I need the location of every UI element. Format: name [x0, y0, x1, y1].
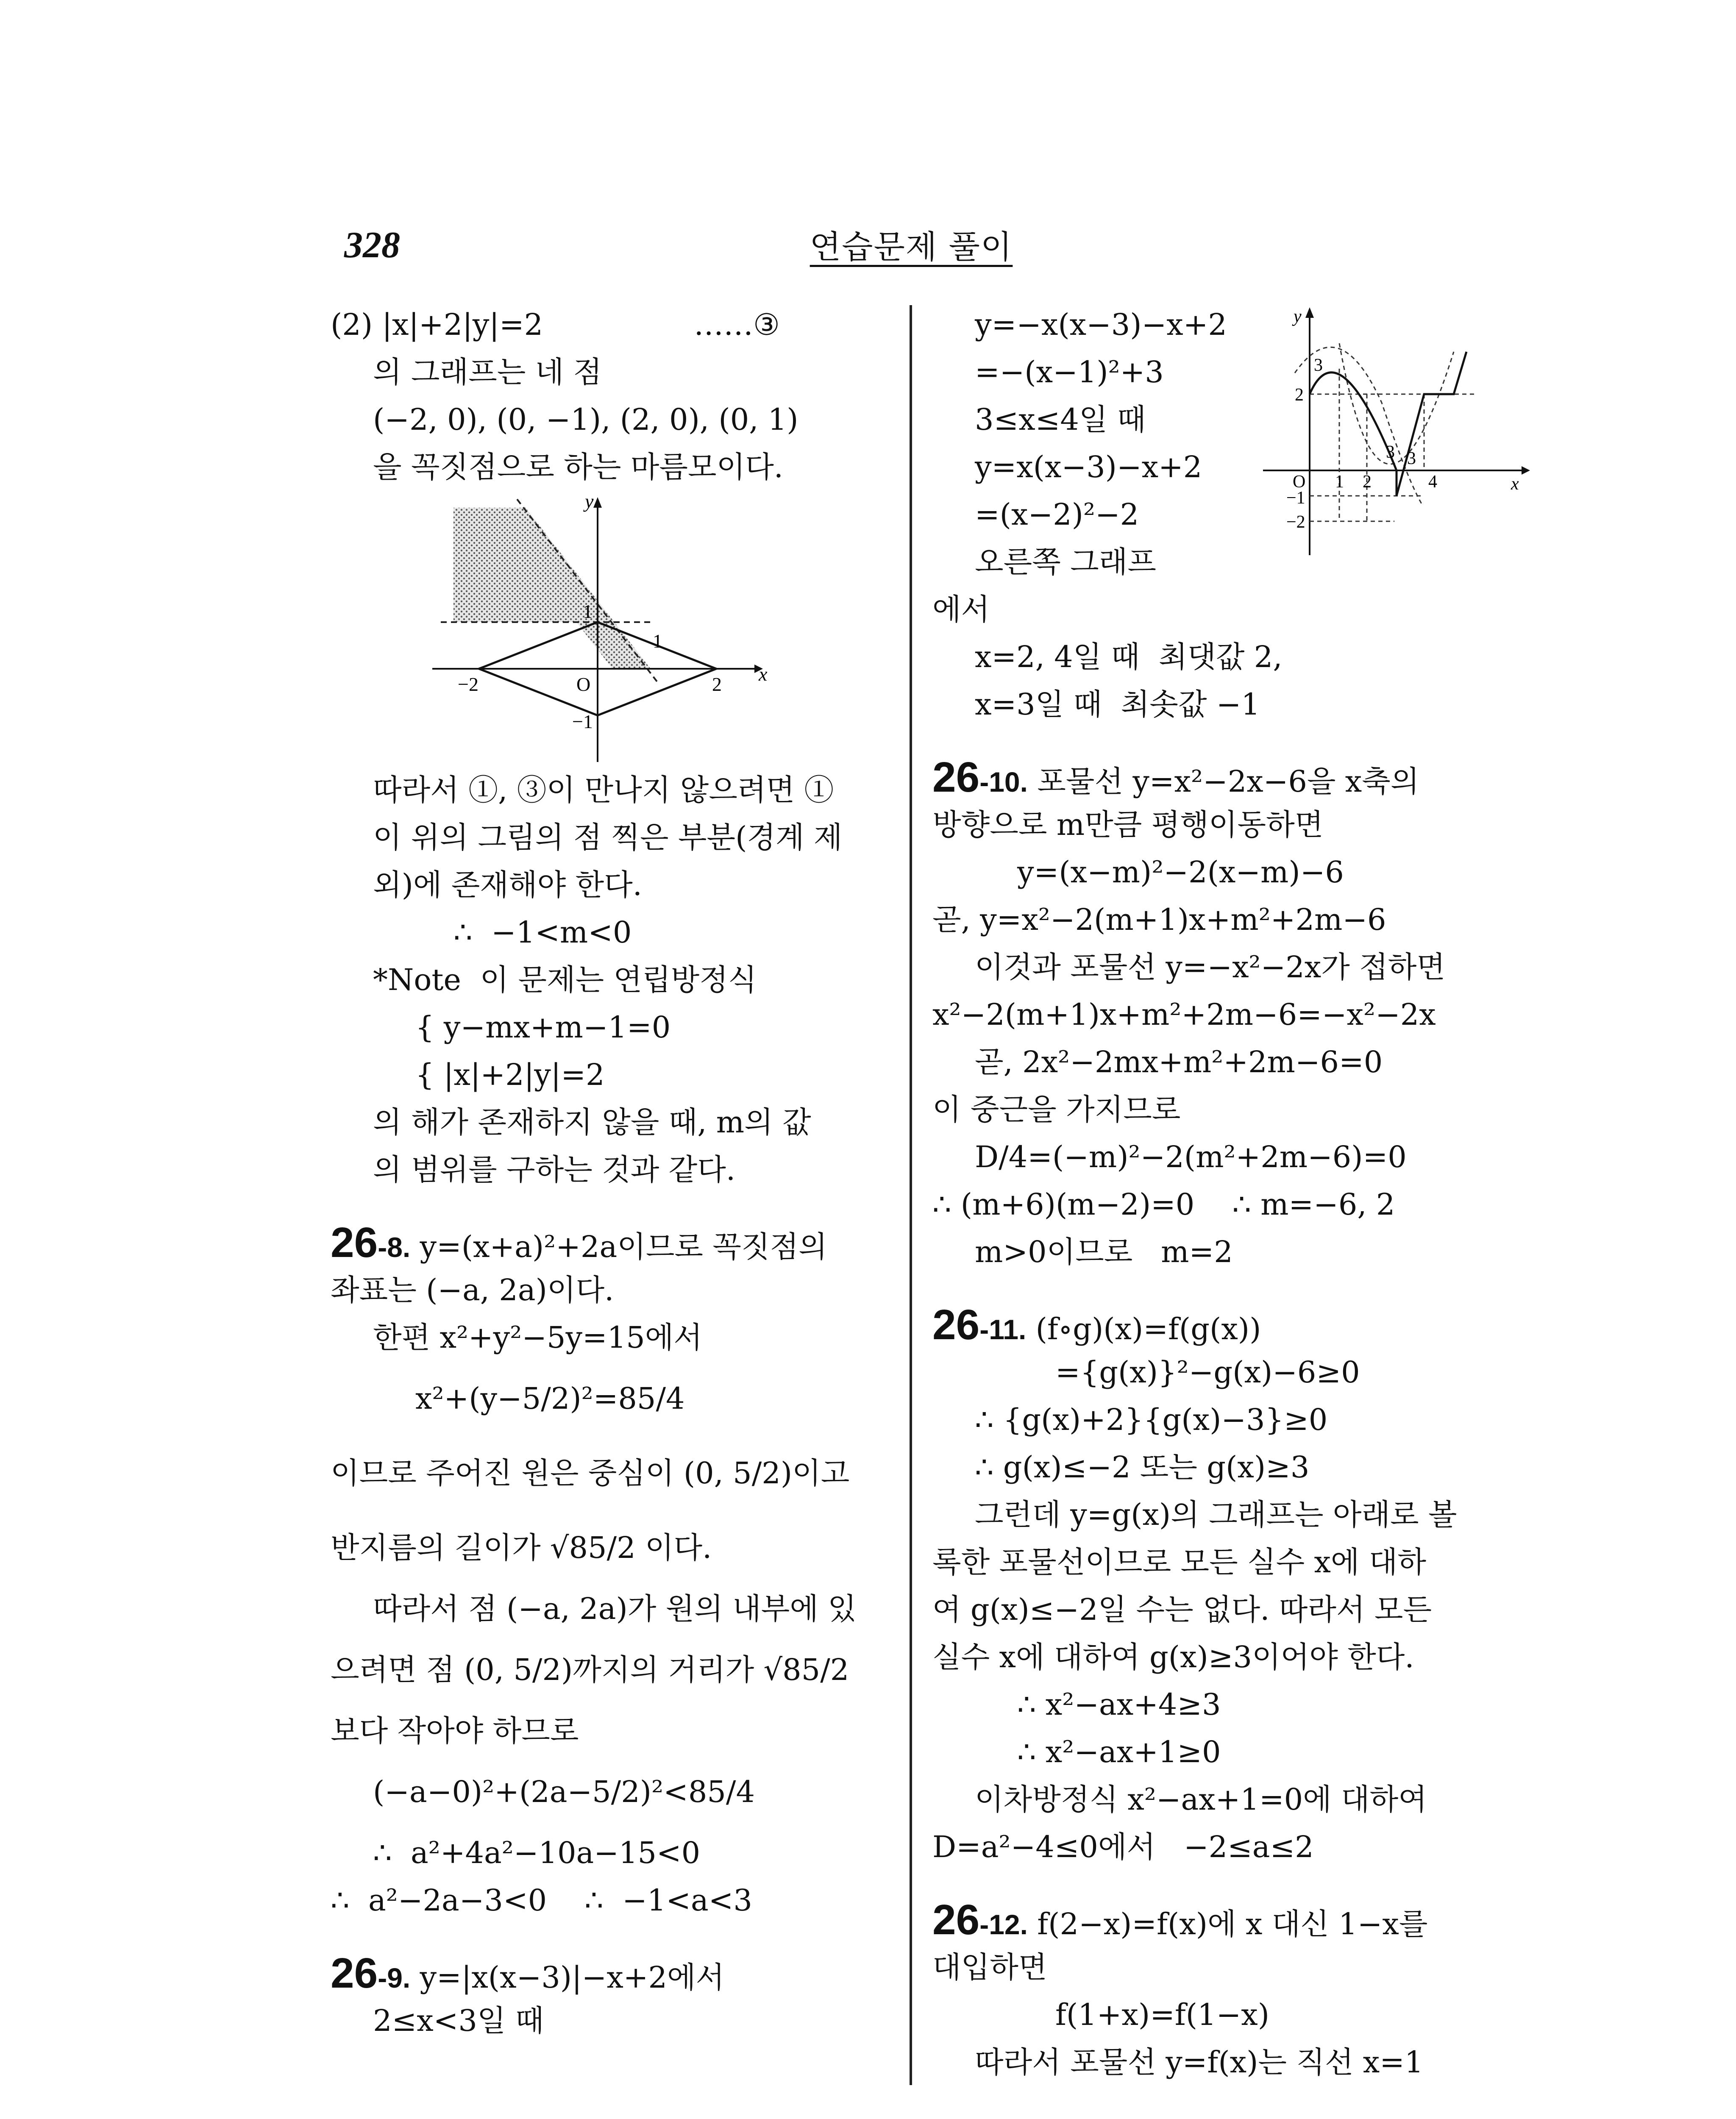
- text-line: 이차방정식 x²−ax+1=0에 대하여: [975, 1782, 1427, 1817]
- equation-line: { |x|+2|y|=2: [415, 1057, 605, 1092]
- text-line: x=3일 때 최솟값 −1: [975, 687, 1260, 722]
- page-title: 연습문제 풀이: [810, 228, 1013, 266]
- text-line: (−2, 0), (0, −1), (2, 0), (0, 1): [373, 402, 798, 437]
- rhombus-region-figure: [331, 491, 894, 766]
- equation-line: ∴ {g(x)+2}{g(x)−3}≥0: [975, 1402, 1328, 1437]
- text-line: 록한 포물선이므로 모든 실수 x에 대하: [932, 1545, 1427, 1580]
- problem-number: 26-8.: [331, 1219, 411, 1266]
- tick-label: 2: [1295, 385, 1304, 405]
- tick-label: 1: [653, 630, 662, 652]
- equation-line: ∴ (m+6)(m−2)=0 ∴ m=−6, 2: [932, 1187, 1395, 1222]
- problem-26-10-first-line: 26-10. 포물선 y=x²−2x−6을 x축의: [932, 754, 1419, 801]
- x-axis-arrow: [1522, 466, 1530, 475]
- equation-line: D=a²−4≤0에서 −2≤a≤2: [932, 1830, 1314, 1864]
- x-axis-label: x: [759, 663, 768, 685]
- text-line: 한편 x²+y²−5y=15에서: [373, 1320, 702, 1355]
- text-line: 의 범위를 구하는 것과 같다.: [373, 1152, 736, 1187]
- tick-label: 3: [1407, 449, 1416, 468]
- text-line: 여 g(x)≤−2일 수는 없다. 따라서 모든: [932, 1592, 1432, 1627]
- left-column: [331, 301, 894, 2044]
- y-axis-arrow: [593, 497, 602, 508]
- text-line: 3≤x≤4일 때: [975, 402, 1146, 437]
- y-axis-label: y: [585, 491, 594, 512]
- note-line: *Note 이 문제는 연립방정식: [373, 962, 757, 997]
- y-axis-label: y: [1294, 307, 1302, 326]
- text-line: 을 꼭짓점으로 하는 마름모이다.: [373, 450, 784, 484]
- tick-label: 3: [1314, 356, 1323, 375]
- tick-label: −2: [458, 673, 479, 695]
- tick-label: 3: [1386, 442, 1395, 462]
- problem-26-12-first-line: 26-12. f(2−x)=f(x)에 x 대신 1−x를: [932, 1896, 1428, 1944]
- text-line: 좌표는 (−a, 2a)이다.: [331, 1273, 614, 1307]
- problem-26-8-first-line: 26-8. y=(x+a)²+2a이므로 꼭짓점의: [331, 1219, 827, 1266]
- problem-number: 26-12.: [932, 1896, 1028, 1944]
- y-axis-arrow: [1305, 307, 1314, 318]
- equation-line: y=(x−m)²−2(x−m)−6: [1017, 855, 1344, 890]
- origin-label: O: [576, 673, 591, 695]
- text-line: 따라서 ①, ③이 만나지 않으려면 ①: [373, 773, 834, 807]
- text-line: 오른쪽 그래프: [975, 545, 1156, 579]
- equation-line: ={g(x)}²−g(x)−6≥0: [1055, 1355, 1360, 1390]
- text-line: 보다 작아야 하므로: [331, 1713, 579, 1748]
- text-line: 실수 x에 대하여 g(x)≥3이어야 한다.: [932, 1640, 1414, 1674]
- equation-line: x²−2(m+1)x+m²+2m−6=−x²−2x: [932, 997, 1436, 1032]
- text-line: 따라서 포물선 y=f(x)는 직선 x=1: [975, 2045, 1424, 2080]
- text-line: 이것과 포물선 y=−x²−2x가 접하면: [975, 950, 1446, 984]
- text-line: 2≤x<3일 때: [373, 2003, 544, 2038]
- equation-line: y=x(x−3)−x+2: [975, 450, 1202, 484]
- right-column: [932, 301, 1534, 2086]
- text-line: 대입하면: [932, 1950, 1047, 1985]
- text-line: 으려면 점 (0, 5/2)까지의 거리가 √85/2: [331, 1652, 849, 1687]
- text-line: 이므로 주어진 원은 중심이 (0, 5/2)이고: [331, 1456, 850, 1491]
- tick-label: 2: [1363, 472, 1372, 492]
- equation-line: { y−mx+m−1=0: [415, 1010, 671, 1045]
- absolute-value-graph-figure: [1255, 301, 1534, 564]
- text-line: 이 위의 그림의 점 찍은 부분(경계 제: [373, 820, 843, 855]
- equation-line: =(x−2)²−2: [975, 497, 1139, 532]
- x-axis-label: x: [1511, 474, 1519, 494]
- equation-line: (−a−0)²+(2a−5/2)²<85/4: [373, 1774, 755, 1809]
- problem-26-9-first-line: 26-9. y=|x(x−3)|−x+2에서: [331, 1949, 725, 1997]
- problem-26-9-continuation: [932, 301, 1534, 728]
- equation-line: ∴ g(x)≤−2 또는 g(x)≥3: [975, 1450, 1310, 1485]
- tick-label: −1: [572, 711, 593, 732]
- equation-line: ∴ a²−2a−3<0 ∴ −1<a<3: [331, 1883, 752, 1918]
- page-number: 328: [344, 225, 400, 266]
- text-line: 이 중근을 가지므로: [932, 1092, 1181, 1127]
- text-line: 따라서 점 (−a, 2a)가 원의 내부에 있: [373, 1591, 857, 1626]
- tick-label: 1: [1335, 472, 1344, 492]
- problem-number: 26-11.: [932, 1301, 1027, 1349]
- equation-line: ∴ a²+4a²−10a−15<0: [373, 1835, 701, 1870]
- equation-line: y=−x(x−3)−x+2: [975, 307, 1227, 342]
- equation-line: =−(x−1)²+3: [975, 355, 1164, 389]
- equation-line: f(1+x)=f(1−x): [1055, 1997, 1270, 2032]
- text-line: 반지름의 길이가 √85/2 이다.: [331, 1530, 712, 1565]
- equation-line: ∴ x²−ax+4≥3: [1017, 1687, 1221, 1722]
- origin-label: O: [1293, 472, 1306, 492]
- text-line: 외)에 존재해야 한다.: [373, 868, 643, 902]
- shaded-region: [453, 508, 651, 669]
- text-line: 의 해가 존재하지 않을 때, m의 값: [373, 1105, 811, 1140]
- tick-label: 1: [583, 601, 593, 622]
- problem-number: 26-9.: [331, 1949, 411, 1997]
- text-line: 의 그래프는 네 점: [373, 355, 602, 389]
- problem-number: 26-10.: [932, 754, 1028, 801]
- problem-26-11-first-line: 26-11. (f∘g)(x)=f(g(x)): [932, 1301, 1261, 1349]
- tick-label: 2: [712, 673, 722, 695]
- column-divider: [910, 305, 912, 2085]
- text-line: x=2, 4일 때 최댓값 2,: [975, 640, 1283, 674]
- text-line: 에서: [932, 592, 990, 627]
- tick-label: −1: [1286, 488, 1305, 508]
- equation-line: ∴ x²−ax+1≥0: [1017, 1735, 1221, 1769]
- text-line: (2) |x|+2|y|=2 ……③: [331, 307, 780, 342]
- equation-line: 곧, y=x²−2(m+1)x+m²+2m−6: [932, 902, 1386, 937]
- tick-label: −2: [1286, 512, 1305, 532]
- text-line: 그런데 y=g(x)의 그래프는 아래로 볼: [975, 1497, 1457, 1532]
- text-line: ∴ −1<m<0: [453, 915, 632, 950]
- equation-line: 곧, 2x²−2mx+m²+2m−6=0: [975, 1045, 1383, 1079]
- equation-line: x²+(y−5/2)²=85/4: [415, 1381, 685, 1416]
- graph-curve: [1310, 352, 1466, 496]
- tick-label: 4: [1428, 472, 1437, 492]
- text-line: m>0이므로 m=2: [975, 1235, 1233, 1269]
- text-line: 방향으로 m만큼 평행이동하면: [932, 807, 1324, 842]
- equation-line: D/4=(−m)²−2(m²+2m−6)=0: [975, 1140, 1407, 1174]
